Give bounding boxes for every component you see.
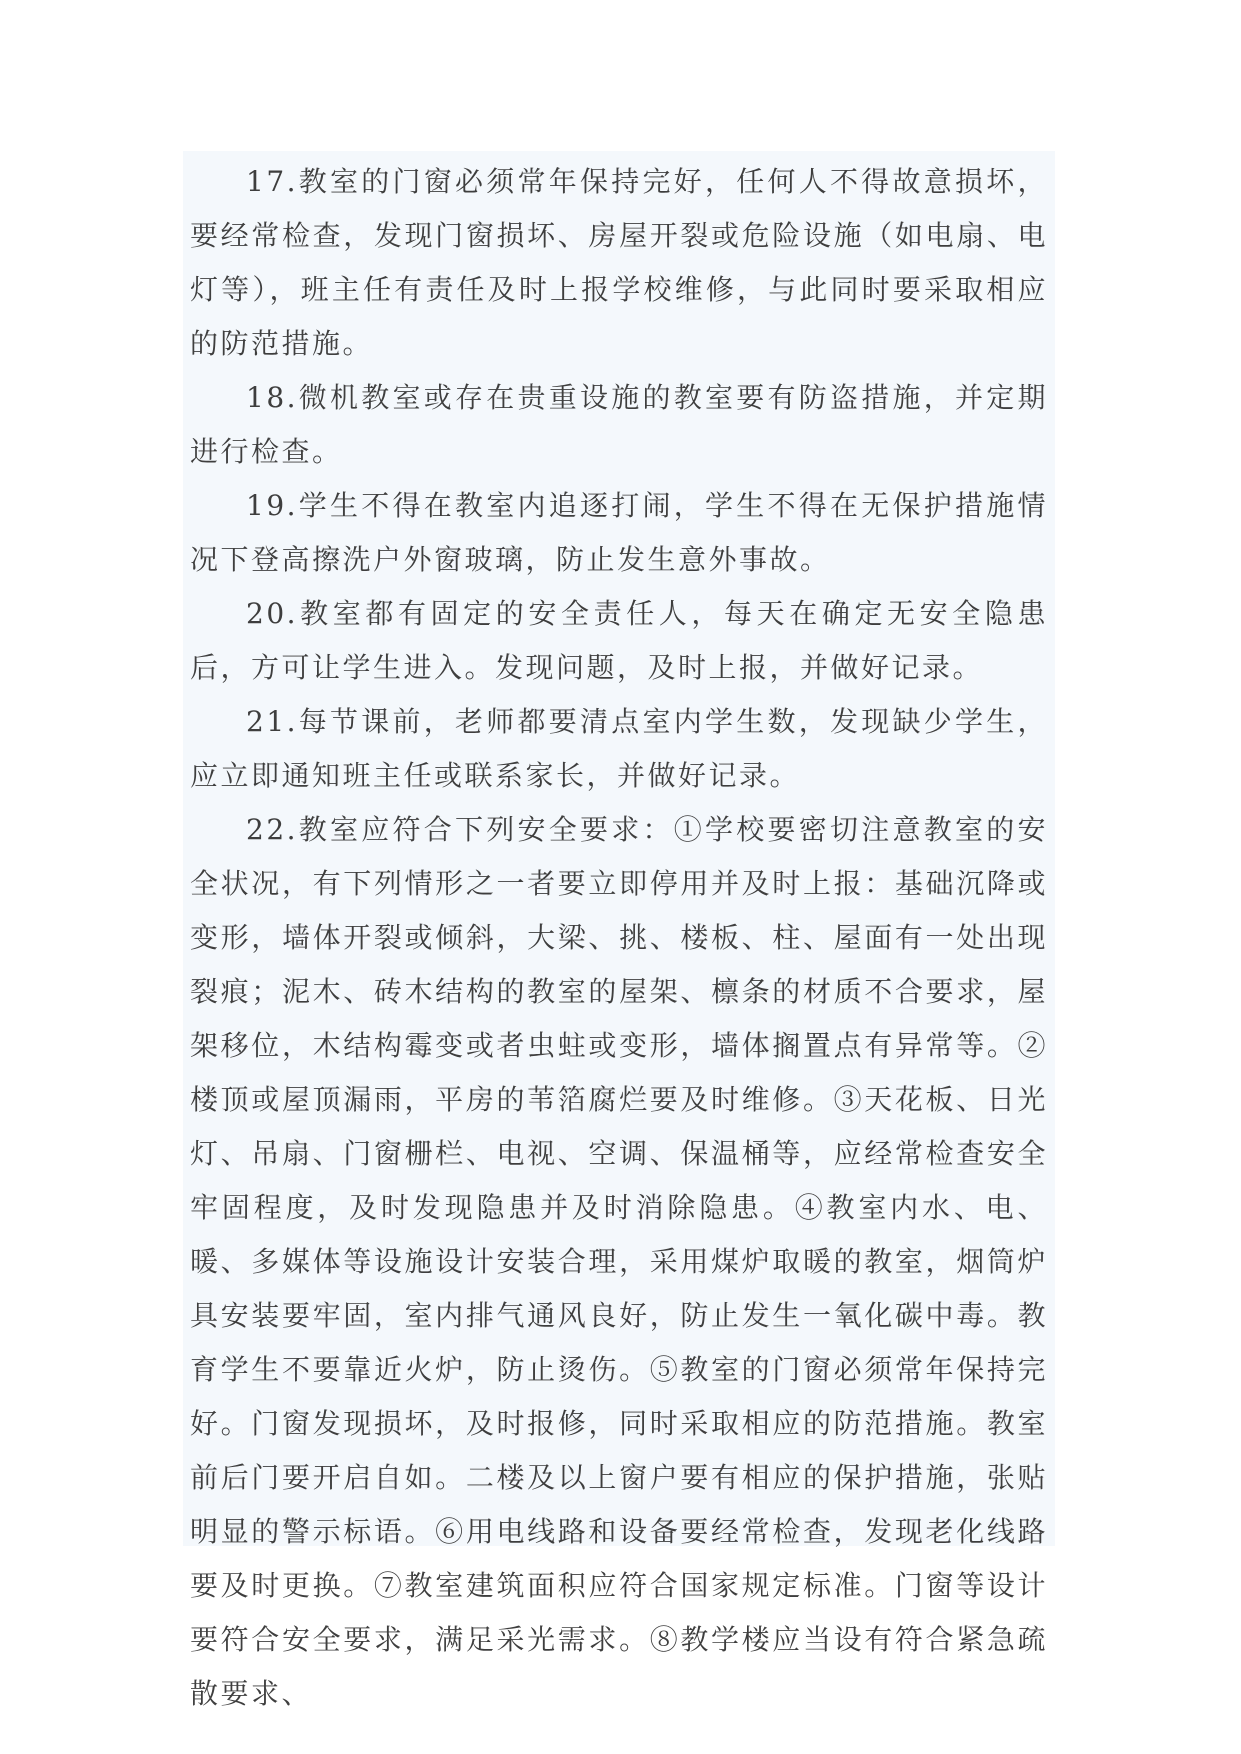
- text-block: [183, 151, 1055, 1710]
- paragraph-18: 18.微机教室或存在贵重设施的教室要有防盗措施，并定期进行检查。: [190, 381, 1048, 468]
- paragraph-20: 20.教室都有固定的安全责任人，每天在确定无安全隐患后，方可让学生进入。发现问题，及时上报，并做好记录。: [190, 597, 1048, 684]
- paragraph-21: 21.每节课前，老师都要清点室内学生数，发现缺少学生，应立即通知班主任或联系家长，并做好记录。: [190, 705, 1048, 792]
- paragraph-22: 22.教室应符合下列安全要求：①学校要密切注意教室的安全状况，有下列情形之一者要立即停用并及时上报：基础沉降或变形，墙体开裂或倾斜，大梁、挑、楼板、柱、屋面有一处出现裂痕；泥木、砖木结构的教室的屋架、檩条的材质不合要求，屋架移位，木结构霉变或者虫蛀或变形，墙体搁置点有异常等。②楼顶或屋顶漏雨，平房的苇箔腐烂要及时维修。③天花板、日光灯、吊扇、门窗栅栏、电视、空调、保温桶等，应经常检查安全牢固程度，及时发现隐患并及时消除隐患。④教室内水、电、暖、多媒体等设施设计安装合理，采用煤炉取暖的教室，烟筒炉具安装要牢固，室内排气通风良好，防止发生一氧化碳中毒。教育学生不要靠近火炉，防止烫伤。⑤教室的门窗必须常年保持完好。门窗发现损坏，及时报修，同时采取相应的防范措施。教室前后门要开启自如。二楼及以上窗户要有相应的保护措施，张贴明显的警示标语。⑥用电线路和设备要经常检查，发现老化线路要及时更换。⑦教室建筑面积应符合国家规定标准。门窗等设计要符合安全要求，满足采光需求。⑧教学楼应当设有符合紧急疏散要求、: [190, 813, 1048, 1710]
- paragraph-17: 17.教室的门窗必须常年保持完好，任何人不得故意损坏，要经常检查，发现门窗损坏、房屋开裂或危险设施（如电扇、电灯等），班主任有责任及时上报学校维修，与此同时要采取相应的防范措施。: [190, 165, 1048, 360]
- paragraph-19: 19.学生不得在教室内追逐打闹，学生不得在无保护措施情况下登高擦洗户外窗玻璃，防止发生意外事故。: [190, 489, 1048, 576]
